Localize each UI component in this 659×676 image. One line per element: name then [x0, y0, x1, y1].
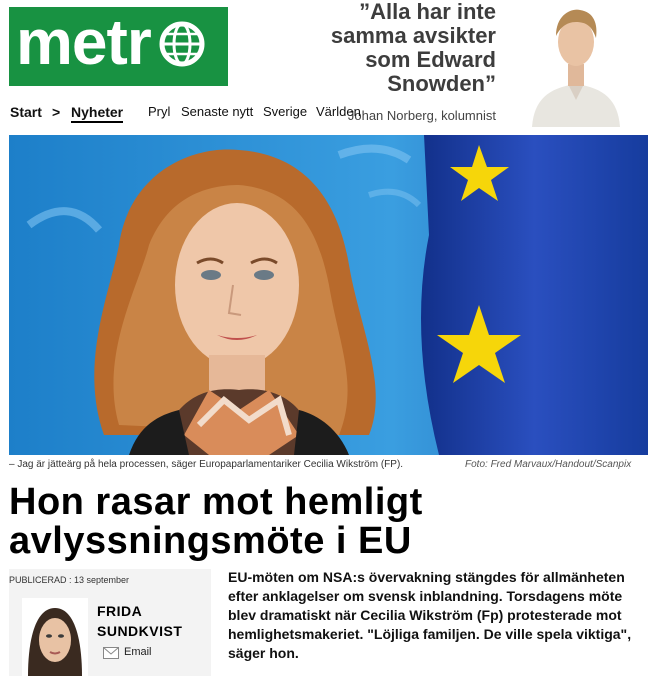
email-link[interactable]: Email [124, 646, 152, 658]
globe-icon [158, 20, 206, 68]
image-caption: – Jag är jätteärg på hela processen, säger Europaparlamentariker Cecilia Wikström (FP). [9, 459, 404, 470]
breadcrumb-start[interactable]: Start [10, 104, 42, 120]
columnist-photo[interactable] [528, 0, 624, 127]
photo-credit: Foto: Fred Marvaux/Handout/Scanpix [465, 459, 632, 470]
published-date: PUBLICERAD : 13 september [9, 575, 130, 585]
logo-wordmark[interactable]: metr [16, 6, 151, 78]
author-last-name[interactable]: SUNDKVIST [97, 623, 183, 639]
breadcrumb-separator: > [52, 104, 61, 120]
author-first-name[interactable]: FRIDA [97, 603, 143, 619]
article-lead: EU-möten om NSA:s övervakning stängdes för allmänheten efter anklagelser om svensk inblandning. Torsdagens möte blev dramatiskt när Cecilia Wikström (Fp) protesterade mot hemlighetsmakeriet. "Löjliga familjen. De ville spela viktiga", säger hon. [228, 569, 632, 661]
nav-item-varlden[interactable]: Världen [316, 104, 361, 119]
author-name[interactable] [97, 601, 207, 641]
mail-icon[interactable] [103, 647, 119, 659]
nav-item-sverige[interactable]: Sverige [263, 104, 308, 119]
nav-item-senaste-nytt[interactable]: Senaste nytt [181, 104, 254, 119]
promo-quote-link[interactable]: ”Alla har inte samma avsikter som Edward Snowden” [330, 0, 496, 96]
article-hero-image[interactable] [9, 135, 648, 455]
nav-item-pryl[interactable]: Pryl [148, 104, 171, 119]
author-photo[interactable] [22, 598, 88, 676]
article-headline: Hon rasar mot hemligt avlyssningsmöte i EU [9, 481, 423, 562]
promo-author[interactable]: Johan Norberg, kolumnist [347, 108, 496, 123]
nav-item-nyheter[interactable]: Nyheter [71, 104, 123, 123]
